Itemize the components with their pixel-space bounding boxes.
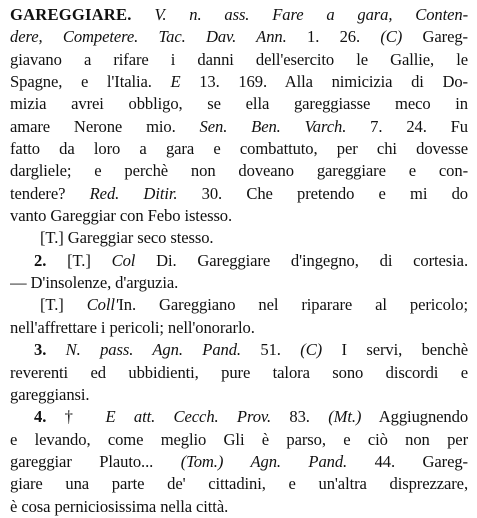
sense-number: 4. (34, 407, 47, 427)
text-run: tendere? (10, 183, 90, 203)
text-run: 30. Che pretendo e mi do (177, 183, 468, 203)
text-run: vanto Gareggiar con Febo istesso. (10, 206, 233, 226)
italic-run: Red. Ditir. (89, 183, 178, 203)
sense-number: 3. (34, 340, 47, 360)
italic-run: (C) (300, 340, 323, 360)
text-run: Spagne, e l'Italia. (10, 72, 171, 92)
text-run: 13. 169. Alla nimicizia di Do- (180, 72, 468, 92)
text-run (132, 5, 155, 24)
text-run: mizia avrei obbligo, se ella gareggiasse meco in (10, 94, 468, 114)
sense-number: 2. (34, 250, 47, 270)
italic-run: Coll' (86, 295, 119, 315)
entry-line-7 (10, 138, 468, 160)
text-run: 44. Gareg- (347, 451, 468, 471)
italic-run: Sen. Ben. Varch. (199, 116, 347, 136)
entry-line-5 (10, 93, 468, 115)
text-run: † (46, 407, 106, 427)
text-run: fatto da loro a gara e combattuto, per chi dovesse (10, 139, 468, 159)
entry-line-18 (10, 384, 468, 406)
text-run: [T.] (46, 250, 112, 270)
text-run: In. Gareggiano nel riparare al pericolo; (118, 295, 468, 315)
entry-line-2 (10, 26, 468, 48)
italic-run: N. pass. Agn. Pand. (65, 340, 241, 360)
text-run: reverenti ed ubbidienti, pure talora sono discordi e (10, 362, 468, 382)
text-run: I servi, benchè (322, 340, 468, 360)
text-run: 83. (271, 407, 329, 427)
entry-line-19 (10, 406, 468, 428)
italic-run: E (170, 72, 181, 92)
dictionary-entry-gareggiare (10, 4, 468, 518)
text-run: 7. 24. Fu (346, 116, 468, 136)
text-run: Aggiugnendo (361, 407, 468, 427)
entry-line-16 (10, 339, 468, 361)
entry-line-22 (10, 473, 468, 495)
text-run (46, 340, 65, 359)
text-run: 51. (240, 340, 301, 360)
text-run: è cosa perniciosissima nella città. (10, 496, 229, 516)
headword: GAREGGIARE. (10, 5, 132, 24)
text-run: [T.] Gareggiar seco stesso. (40, 228, 214, 248)
text-run: — D'insolenze, d'arguzia. (10, 273, 179, 293)
text-run: giare una parte de' cittadini, e un'altra disprezzare, (10, 474, 468, 494)
entry-line-13 (10, 272, 468, 294)
entry-line-9 (10, 183, 468, 205)
italic-run: (Tom.) Agn. Pand. (180, 451, 348, 471)
text-run: dargliele; e perchè non doveano gareggiare e con- (10, 161, 468, 181)
entry-line-15 (10, 317, 468, 339)
italic-run: dere, Competere. Tac. Dav. Ann. (10, 27, 287, 47)
text-run: nell'affrettare i pericoli; nell'onorarlo. (10, 317, 255, 337)
entry-line-11 (10, 227, 468, 249)
text-run: gareggiar Plauto... (10, 451, 181, 471)
entry-line-21 (10, 451, 468, 473)
entry-line-1 (10, 4, 468, 26)
italic-run: E att. Cecch. Prov. (105, 407, 271, 427)
text-run: [T.] (40, 295, 87, 315)
italic-run: V. n. ass. Fare a gara, Conten- (154, 5, 468, 24)
italic-run: (Mt.) (328, 407, 362, 427)
text-run: Gareg- (402, 27, 468, 47)
text-run: e levando, come meglio Gli è parso, e ciò non per (10, 429, 468, 449)
entry-line-8 (10, 160, 468, 182)
italic-run: Col (111, 250, 136, 270)
text-run: 1. 26. (286, 27, 381, 47)
text-run: Di. Gareggiare d'ingegno, di cortesia. (135, 250, 468, 270)
entry-line-10 (10, 205, 468, 227)
entry-line-6 (10, 116, 468, 138)
italic-run: (C) (380, 27, 403, 47)
entry-line-23 (10, 496, 468, 518)
entry-line-12 (10, 250, 468, 272)
entry-line-17 (10, 362, 468, 384)
entry-line-3 (10, 49, 468, 71)
entry-line-20 (10, 429, 468, 451)
entry-line-14 (10, 294, 468, 316)
text-run: amare Nerone mio. (10, 116, 200, 136)
entry-line-4 (10, 71, 468, 93)
text-run: gareggiansi. (10, 384, 90, 404)
text-run: giavano a rifare i danni dell'esercito le Gallie, le (10, 49, 468, 69)
